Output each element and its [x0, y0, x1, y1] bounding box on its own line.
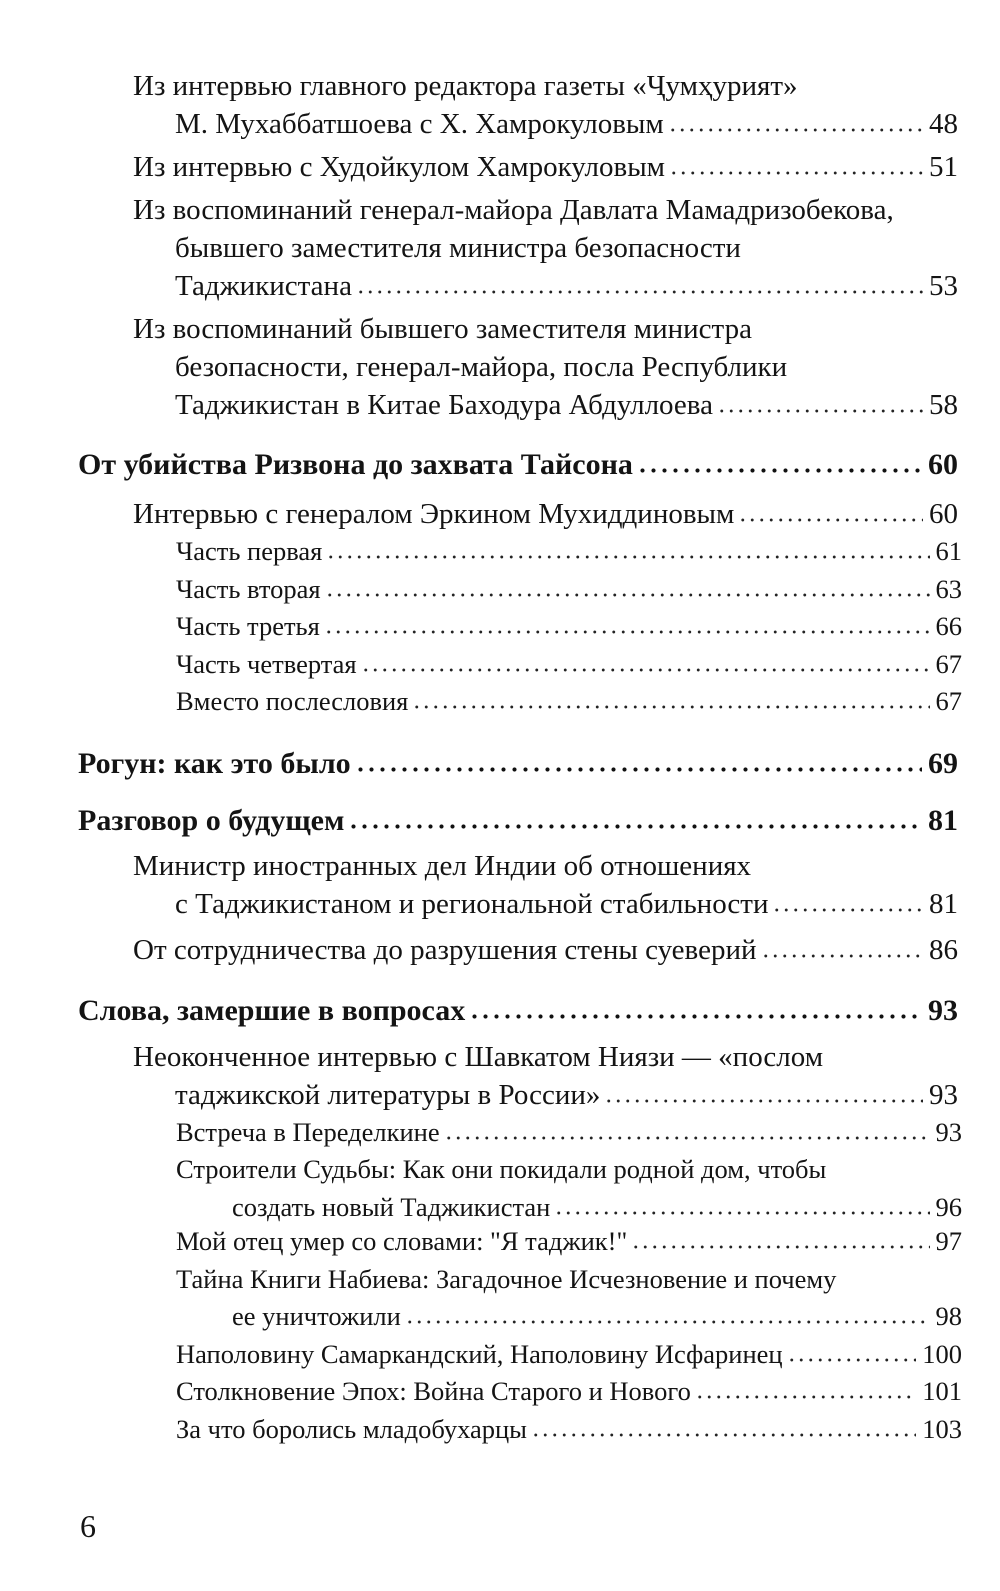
- dot-leader: [444, 1131, 930, 1141]
- toc-entry-title: Часть четвертая: [176, 648, 357, 679]
- page-number: 6: [80, 1508, 96, 1544]
- toc-page-number: 100: [922, 1338, 962, 1369]
- toc-entry-line: [0, 683, 1000, 721]
- toc-entry: [0, 1114, 1000, 1152]
- toc-entry-line: [0, 67, 1000, 105]
- toc-section-entry: [0, 745, 1000, 783]
- toc-entry-title: с Таджикистаном и региональной стабильности: [175, 887, 769, 920]
- toc-entry: [0, 931, 1000, 969]
- toc-entry: [0, 148, 1000, 186]
- toc-entry: [0, 1373, 1000, 1411]
- toc-entry-title: Из воспоминаний генерал-майора Давлата Мамадризобекова,: [133, 194, 894, 226]
- toc-entry: [0, 310, 1000, 424]
- toc-entry-line: [0, 148, 1000, 186]
- toc-page-number: 101: [922, 1376, 962, 1406]
- toc-entry-title: Рогун: как это было: [78, 746, 351, 780]
- toc-entry-title: Строители Судьбы: Как они покидали родной дом, чтобы: [176, 1154, 827, 1184]
- dot-leader: [738, 513, 923, 523]
- toc-entry: [0, 1336, 1000, 1374]
- toc-entry-line: [0, 802, 1000, 840]
- dot-leader: [637, 464, 922, 474]
- toc-entry-title: Интервью с генералом Эркином Мухиддиновым: [133, 498, 735, 530]
- toc-entry-title: безопасности, генерал-майора, посла Республики: [175, 351, 788, 383]
- toc-entry-line: [0, 105, 1000, 143]
- toc-entry-title: таджикской литературы в России»: [175, 1078, 601, 1111]
- toc-entry-title: Встреча в Переделкине: [176, 1116, 440, 1147]
- dot-leader: [356, 285, 923, 295]
- toc-entry-title: Часть первая: [176, 536, 323, 566]
- toc-page-number: 66: [935, 611, 962, 641]
- dot-leader: [604, 1094, 923, 1104]
- toc-entry-line: [0, 495, 1000, 533]
- toc-entry-title: Неоконченное интервью с Шавкатом Ниязи — «послом: [133, 1040, 824, 1073]
- toc-entry-title: Мой отец умер со словами: "Я таджик!": [176, 1226, 628, 1256]
- toc-entry-title: От сотрудничества до разрушения стены суеверий: [133, 933, 757, 966]
- toc-entry-title: М. Мухаббатшоева с Х. Хамрокуловым: [175, 108, 664, 140]
- toc-entry: [0, 67, 1000, 143]
- toc-entry-title: Таджикистана: [175, 270, 352, 302]
- toc-section-entry: [0, 992, 1000, 1030]
- toc-entry: [0, 683, 1000, 721]
- toc-entry-title: Таджикистан в Китае Баходура Абдуллоева: [175, 389, 713, 421]
- dot-leader: [761, 949, 924, 959]
- dot-leader: [412, 700, 929, 710]
- dot-leader: [348, 820, 922, 830]
- toc-entry-title: Часть третья: [176, 611, 320, 641]
- toc-entry-line: [0, 1411, 1000, 1449]
- dot-leader: [631, 1240, 929, 1250]
- toc-page-number: 81: [928, 803, 958, 837]
- toc-page-number: 60: [928, 448, 958, 481]
- toc-entry-title: Разговор о будущем: [78, 803, 345, 837]
- toc-page-number: 58: [929, 389, 958, 421]
- toc-page-number: 60: [929, 498, 958, 530]
- toc-entry: [0, 191, 1000, 305]
- dot-leader: [695, 1390, 916, 1400]
- toc-entry-title: бывшего заместителя министра безопасности: [175, 232, 741, 264]
- toc-entry-line: [0, 1373, 1000, 1411]
- toc-entry: [0, 1038, 1000, 1114]
- toc-section-entry: [0, 802, 1000, 840]
- dot-leader: [668, 123, 923, 133]
- toc-entry-title: От убийства Ризвона до захвата Тайсона: [78, 448, 633, 481]
- toc-entry-title: Часть вторая: [176, 573, 321, 604]
- toc-entry-title: Наполовину Самаркандский, Наполовину Исфаринец: [176, 1338, 783, 1369]
- toc-entry-title: Тайна Книги Набиева: Загадочное Исчезновение и почему: [176, 1263, 837, 1294]
- dot-leader: [326, 550, 929, 560]
- toc-entry: [0, 533, 1000, 571]
- dot-leader: [717, 404, 923, 414]
- toc-page-number: 97: [935, 1226, 962, 1256]
- table-of-contents: [0, 67, 1000, 1448]
- toc-page-number: 48: [929, 108, 958, 140]
- toc-page-number: 67: [935, 648, 962, 679]
- toc-page-number: 96: [935, 1191, 962, 1222]
- toc-entry-line: [0, 1223, 1000, 1261]
- toc-page-number: 98: [935, 1301, 962, 1331]
- toc-entry: [0, 1261, 1000, 1336]
- toc-entry-title: Вместо послесловия: [176, 686, 409, 716]
- toc-entry-line: [0, 386, 1000, 424]
- toc-entry-line: [0, 229, 1000, 267]
- toc-entry-title: ее уничтожили: [232, 1301, 401, 1331]
- toc-page-number: 53: [929, 270, 958, 302]
- toc-entry-line: [0, 310, 1000, 348]
- toc-entry-title: Министр иностранных дел Индии об отношениях: [133, 849, 752, 882]
- toc-page-number: 69: [928, 746, 958, 780]
- toc-page-number: 103: [922, 1413, 962, 1444]
- toc-entry-line: [0, 1076, 1000, 1114]
- toc-entry-line: [0, 1114, 1000, 1152]
- toc-page-number: 61: [935, 536, 962, 566]
- toc-page-number: 51: [929, 151, 958, 183]
- dot-leader: [554, 1206, 929, 1216]
- toc-entry-line: [0, 1151, 1000, 1189]
- toc-section-entry: [0, 446, 1000, 484]
- toc-entry-line: [0, 931, 1000, 969]
- dot-leader: [531, 1428, 916, 1438]
- dot-leader: [669, 166, 923, 176]
- toc-entry: [0, 1411, 1000, 1449]
- toc-entry-line: [0, 1189, 1000, 1227]
- toc-entry-line: [0, 1261, 1000, 1299]
- toc-entry-line: [0, 992, 1000, 1030]
- toc-entry-line: [0, 533, 1000, 571]
- dot-leader: [325, 588, 930, 598]
- toc-entry-line: [0, 885, 1000, 923]
- dot-leader: [324, 625, 930, 635]
- toc-page-number: 93: [935, 1116, 962, 1147]
- toc-entry-line: [0, 1298, 1000, 1336]
- toc-page-number: 93: [929, 1078, 958, 1111]
- toc-entry-title: Из воспоминаний бывшего заместителя министра: [133, 313, 752, 345]
- dot-leader: [469, 1010, 922, 1020]
- toc-page-number: 86: [929, 933, 958, 966]
- toc-entry-title: Из интервью главного редактора газеты «Ҷумҳурият»: [133, 70, 798, 102]
- toc-entry-line: [0, 1038, 1000, 1076]
- toc-entry: [0, 1151, 1000, 1226]
- toc-page-number: 63: [935, 573, 962, 604]
- toc-entry-line: [0, 571, 1000, 609]
- dot-leader: [405, 1315, 930, 1325]
- toc-entry-line: [0, 348, 1000, 386]
- dot-leader: [787, 1353, 917, 1363]
- toc-entry: [0, 847, 1000, 923]
- toc-entry-title: Из интервью с Худойкулом Хамрокуловым: [133, 151, 666, 183]
- toc-entry-title: Слова, замершие в вопросах: [78, 993, 466, 1027]
- toc-entry-line: [0, 1336, 1000, 1374]
- toc-page-number: 81: [929, 887, 958, 920]
- toc-entry: [0, 646, 1000, 684]
- toc-page-number: 93: [928, 993, 958, 1027]
- toc-entry-title: За что боролись младобухарцы: [176, 1413, 527, 1444]
- toc-entry-line: [0, 745, 1000, 783]
- toc-entry-line: [0, 191, 1000, 229]
- toc-entry: [0, 495, 1000, 533]
- dot-leader: [772, 903, 923, 913]
- toc-entry-title: создать новый Таджикистан: [232, 1191, 551, 1222]
- toc-entry-line: [0, 446, 1000, 484]
- toc-entry-line: [0, 646, 1000, 684]
- toc-entry-line: [0, 847, 1000, 885]
- toc-entry-line: [0, 608, 1000, 646]
- toc-entry-line: [0, 267, 1000, 305]
- toc-page-number: 67: [935, 686, 962, 716]
- dot-leader: [361, 663, 930, 673]
- toc-entry: [0, 1223, 1000, 1261]
- toc-entry-title: Столкновение Эпох: Война Старого и Нового: [176, 1376, 691, 1406]
- toc-entry: [0, 608, 1000, 646]
- dot-leader: [355, 763, 922, 773]
- toc-entry: [0, 571, 1000, 609]
